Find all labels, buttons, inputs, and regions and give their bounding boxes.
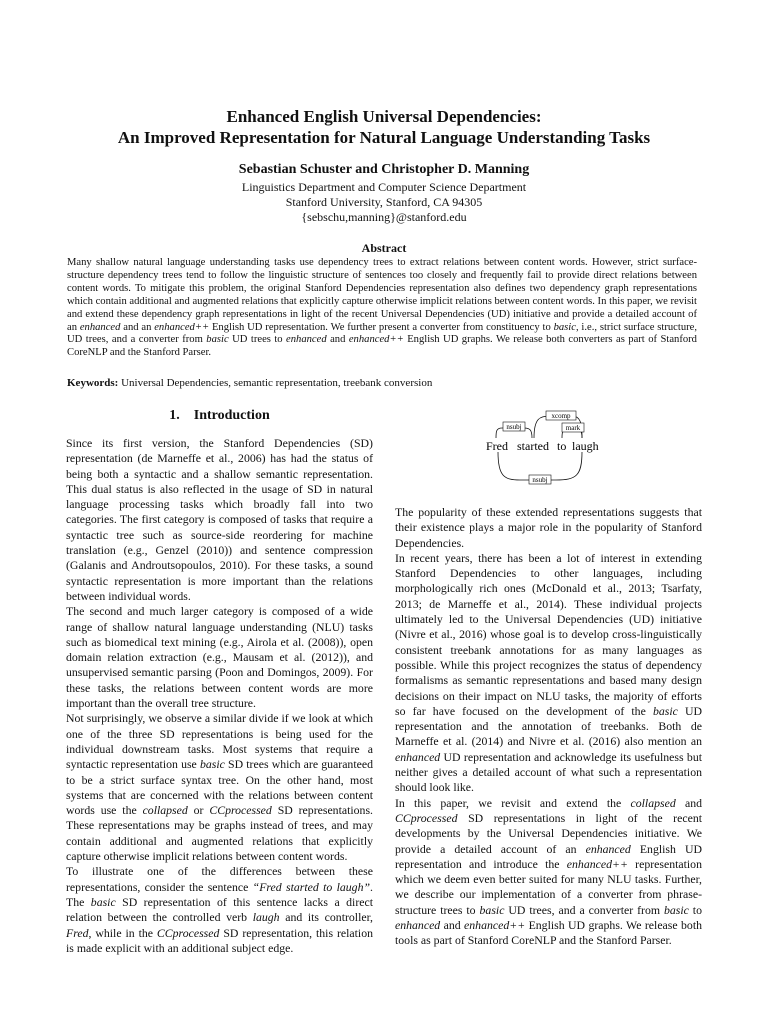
- abstract-text: English UD graphs. We release both converters as part of Stanford CoreNLP and the Stanford Parser.: [67, 334, 697, 359]
- word-to: to: [557, 439, 567, 453]
- abstract-emphasis: enhanced++: [348, 334, 404, 346]
- emphasis: CCprocessed: [156, 925, 220, 940]
- section-title: Introduction: [193, 408, 270, 423]
- abstract-text: and: [326, 334, 349, 346]
- dependency-graph: [480, 404, 620, 494]
- emphasis: basic: [663, 902, 689, 917]
- xcomp-label: xcomp: [551, 412, 571, 420]
- text-run: To illustrate one of the differences between these representations, consider the sentence: [66, 864, 373, 894]
- nsubj-top-label: nsubj: [506, 423, 522, 431]
- emphasis: CCprocessed: [395, 810, 458, 825]
- text-run: to: [688, 902, 702, 917]
- text-run: and: [440, 918, 465, 933]
- text-run: UD representation and acknowledge its usefulness but neither gives a detailed account of what such a representation should look like.: [395, 749, 702, 795]
- text-run: UD trees, and a converter from: [504, 902, 664, 917]
- emphasis: Fred: [66, 925, 89, 940]
- abstract-text: , i.e., strict surface structure, UD trees, and a converter from: [67, 321, 697, 346]
- paragraph: [395, 796, 702, 949]
- text-run: and: [675, 795, 702, 810]
- emphasis: basic: [652, 703, 678, 718]
- text-run: SD representation, this relation is made explicit with an additional subject edge.: [66, 925, 373, 955]
- mark-label: mark: [565, 424, 581, 432]
- paragraph: [66, 864, 373, 956]
- abstract-text: UD trees to: [228, 334, 287, 346]
- text-run: UD representation and the annotation of treebanks. Both de Marneffe et al. (2014) and Nivre et al. (2016) also mention an: [395, 703, 702, 749]
- text-run: representation which we deem even better suited for many NLU tasks. Further, we describe our implementation of a converter from phrase-structure trees to: [395, 856, 702, 917]
- paragraph: [66, 711, 373, 864]
- emphasis: enhanced: [585, 841, 631, 856]
- abstract-text: and an: [120, 321, 155, 333]
- emphasis: basic: [479, 902, 505, 917]
- text-run: . The: [66, 879, 373, 909]
- abstract-emphasis: basic: [553, 321, 576, 333]
- emphasis: enhanced: [395, 749, 441, 764]
- title-line-2: An Improved Representation for Natural Language Understanding Tasks: [117, 128, 651, 147]
- authors: Sebastian Schuster and Christopher D. Manning: [238, 162, 530, 177]
- text-run: and its controller,: [279, 910, 373, 925]
- abstract-emphasis: basic: [206, 334, 229, 346]
- abstract-emphasis: enhanced: [286, 334, 327, 346]
- emphasis: laugh: [252, 910, 280, 925]
- emphasis: basic: [199, 757, 225, 772]
- text-run: SD representation of this sentence lacks a direct relation between the controlled verb: [66, 894, 373, 925]
- text-run: SD representations in light of the recent developments by the Universal Dependencies initiative. We provide a detailed account of an: [395, 810, 702, 856]
- paragraph: The popularity of these extended representations suggests that their existence plays a major role in the popularity of Stanford Dependencies.: [395, 505, 702, 550]
- abstract-emphasis: enhanced: [79, 321, 121, 333]
- section-heading-introduction: [66, 408, 373, 424]
- emphasis: CCprocessed: [209, 803, 272, 818]
- dependency-figure: [480, 404, 620, 494]
- title-line-1: Enhanced English Universal Dependencies:: [226, 107, 542, 126]
- emphasis: collapsed: [630, 795, 676, 810]
- affiliation: [0, 180, 768, 225]
- paper-title: [0, 106, 768, 148]
- keywords: [67, 377, 432, 389]
- emphasis: enhanced++: [566, 856, 628, 871]
- emphasis: collapsed: [142, 803, 188, 818]
- abstract-heading: Abstract: [361, 241, 407, 255]
- emphasis: enhanced: [395, 918, 441, 933]
- right-column: [395, 505, 702, 949]
- sentence-words: [486, 439, 599, 453]
- emphasis: enhanced++: [464, 918, 526, 933]
- text-run: SD representations. These representations may be graphs instead of trees, and may contain additional and augmented relations that explicitly capture otherwise implicit relations between content words.: [66, 803, 373, 864]
- text-run: SD trees which are guaranteed to be a strict surface syntax tree. On the other hand, most systems that are concerned with the relations between content words use the: [66, 757, 373, 818]
- emphasis: “Fred started to laugh”: [252, 879, 371, 894]
- affiliation-line-1: Linguistics Department and Computer Science Department: [241, 180, 527, 194]
- author-email: {sebschu,manning}@stanford.edu: [301, 210, 467, 224]
- abstract-body: [67, 257, 697, 360]
- word-fred: Fred: [486, 439, 508, 453]
- text-run: , while in the: [88, 925, 157, 940]
- word-laugh: laugh: [572, 439, 599, 453]
- nsubj-bottom-label: nsubj: [532, 476, 548, 484]
- abstract-emphasis: enhanced++: [154, 321, 210, 333]
- paragraph: The second and much larger category is composed of a wide range of shallow natural language understanding (NLU) tasks such as biomedical text mining (e.g., Airola et al. (2008)), open domain relation extraction (e.g., Mausam et al. (2012)), and unsupervised semantic parsing (Poon and Domingos, 2009). For these tasks, the relations between content words are more important than the overall tree structure.: [66, 604, 373, 711]
- affiliation-line-2: Stanford University, Stanford, CA 94305: [285, 195, 483, 209]
- abstract-text: English UD representation. We further present a converter from constituency to: [209, 321, 554, 333]
- left-column: [66, 408, 373, 956]
- keywords-label: Keywords:: [67, 377, 119, 389]
- text-run: English UD representation and introduce the: [395, 841, 702, 871]
- paragraph: Since its first version, the Stanford Dependencies (SD) representation (de Marneffe et al., 2006) has had the status of being both a syntactic and a shallow semantic representation. This dual status is also reflected in the usage of SD in natural language processing tasks which broadly fall into two categories. The first category is composed of tasks that require a syntactic tree such as source-side reordering for machine translation (e.g., Genzel (2010)) and sentence compression (Galanis and Androutsopoulos, 2010). For these tasks, a sound syntactic representation is more important than the relations between individual words.: [66, 436, 373, 603]
- word-started: started: [517, 439, 549, 453]
- keywords-text: Universal Dependencies, semantic representation, treebank conversion: [118, 377, 433, 389]
- text-run: In this paper, we revisit and extend the: [395, 795, 631, 810]
- text-run: English UD graphs. We release both tools as part of Stanford CoreNLP and the Stanford Parser.: [395, 918, 702, 948]
- abstract-text: Many shallow natural language understanding tasks use dependency trees to extract relations between content words. However, strict surface-structure dependency trees tend to follow the linguistic structure of sentences too closely and frequently fail to provide direct relations between content words. To mitigate this problem, the original Stanford Dependencies representation also defines two dependency graph representations which contain additional and augmented relations that explicitly capture otherwise implicit relations between content words. In this paper, we revisit and extend these dependency graph representations in light of the recent Universal Dependencies (UD) initiative and provide a detailed account of an: [67, 257, 697, 333]
- emphasis: basic: [90, 894, 116, 909]
- section-number: 1.: [169, 408, 180, 423]
- text-run: or: [187, 803, 210, 818]
- paragraph: [395, 551, 702, 796]
- text-run: Not surprisingly, we observe a similar divide if we look at which one of the three SD representations is being used for the individual downstream tasks. Most systems that require a syntactic representation use: [66, 711, 373, 772]
- text-run: In recent years, there has been a lot of interest in extending Stanford Dependencies to other languages, including morphologically rich ones (McDonald et al., 2013; Tsarfaty, 2013; de Marneffe et al., 2014). These individual projects ultimately led to the Universal Dependencies (UD) initiative (Nivre et al., 2016) whose goal is to develop cross-linguistically consistent treebank annotations for as many languages as possible. While this project recognizes the status of dependency formalisms as semantic representations and based many design decisions on their impact on NLU tasks, the majority of efforts so far have focused on the development of the: [395, 550, 702, 718]
